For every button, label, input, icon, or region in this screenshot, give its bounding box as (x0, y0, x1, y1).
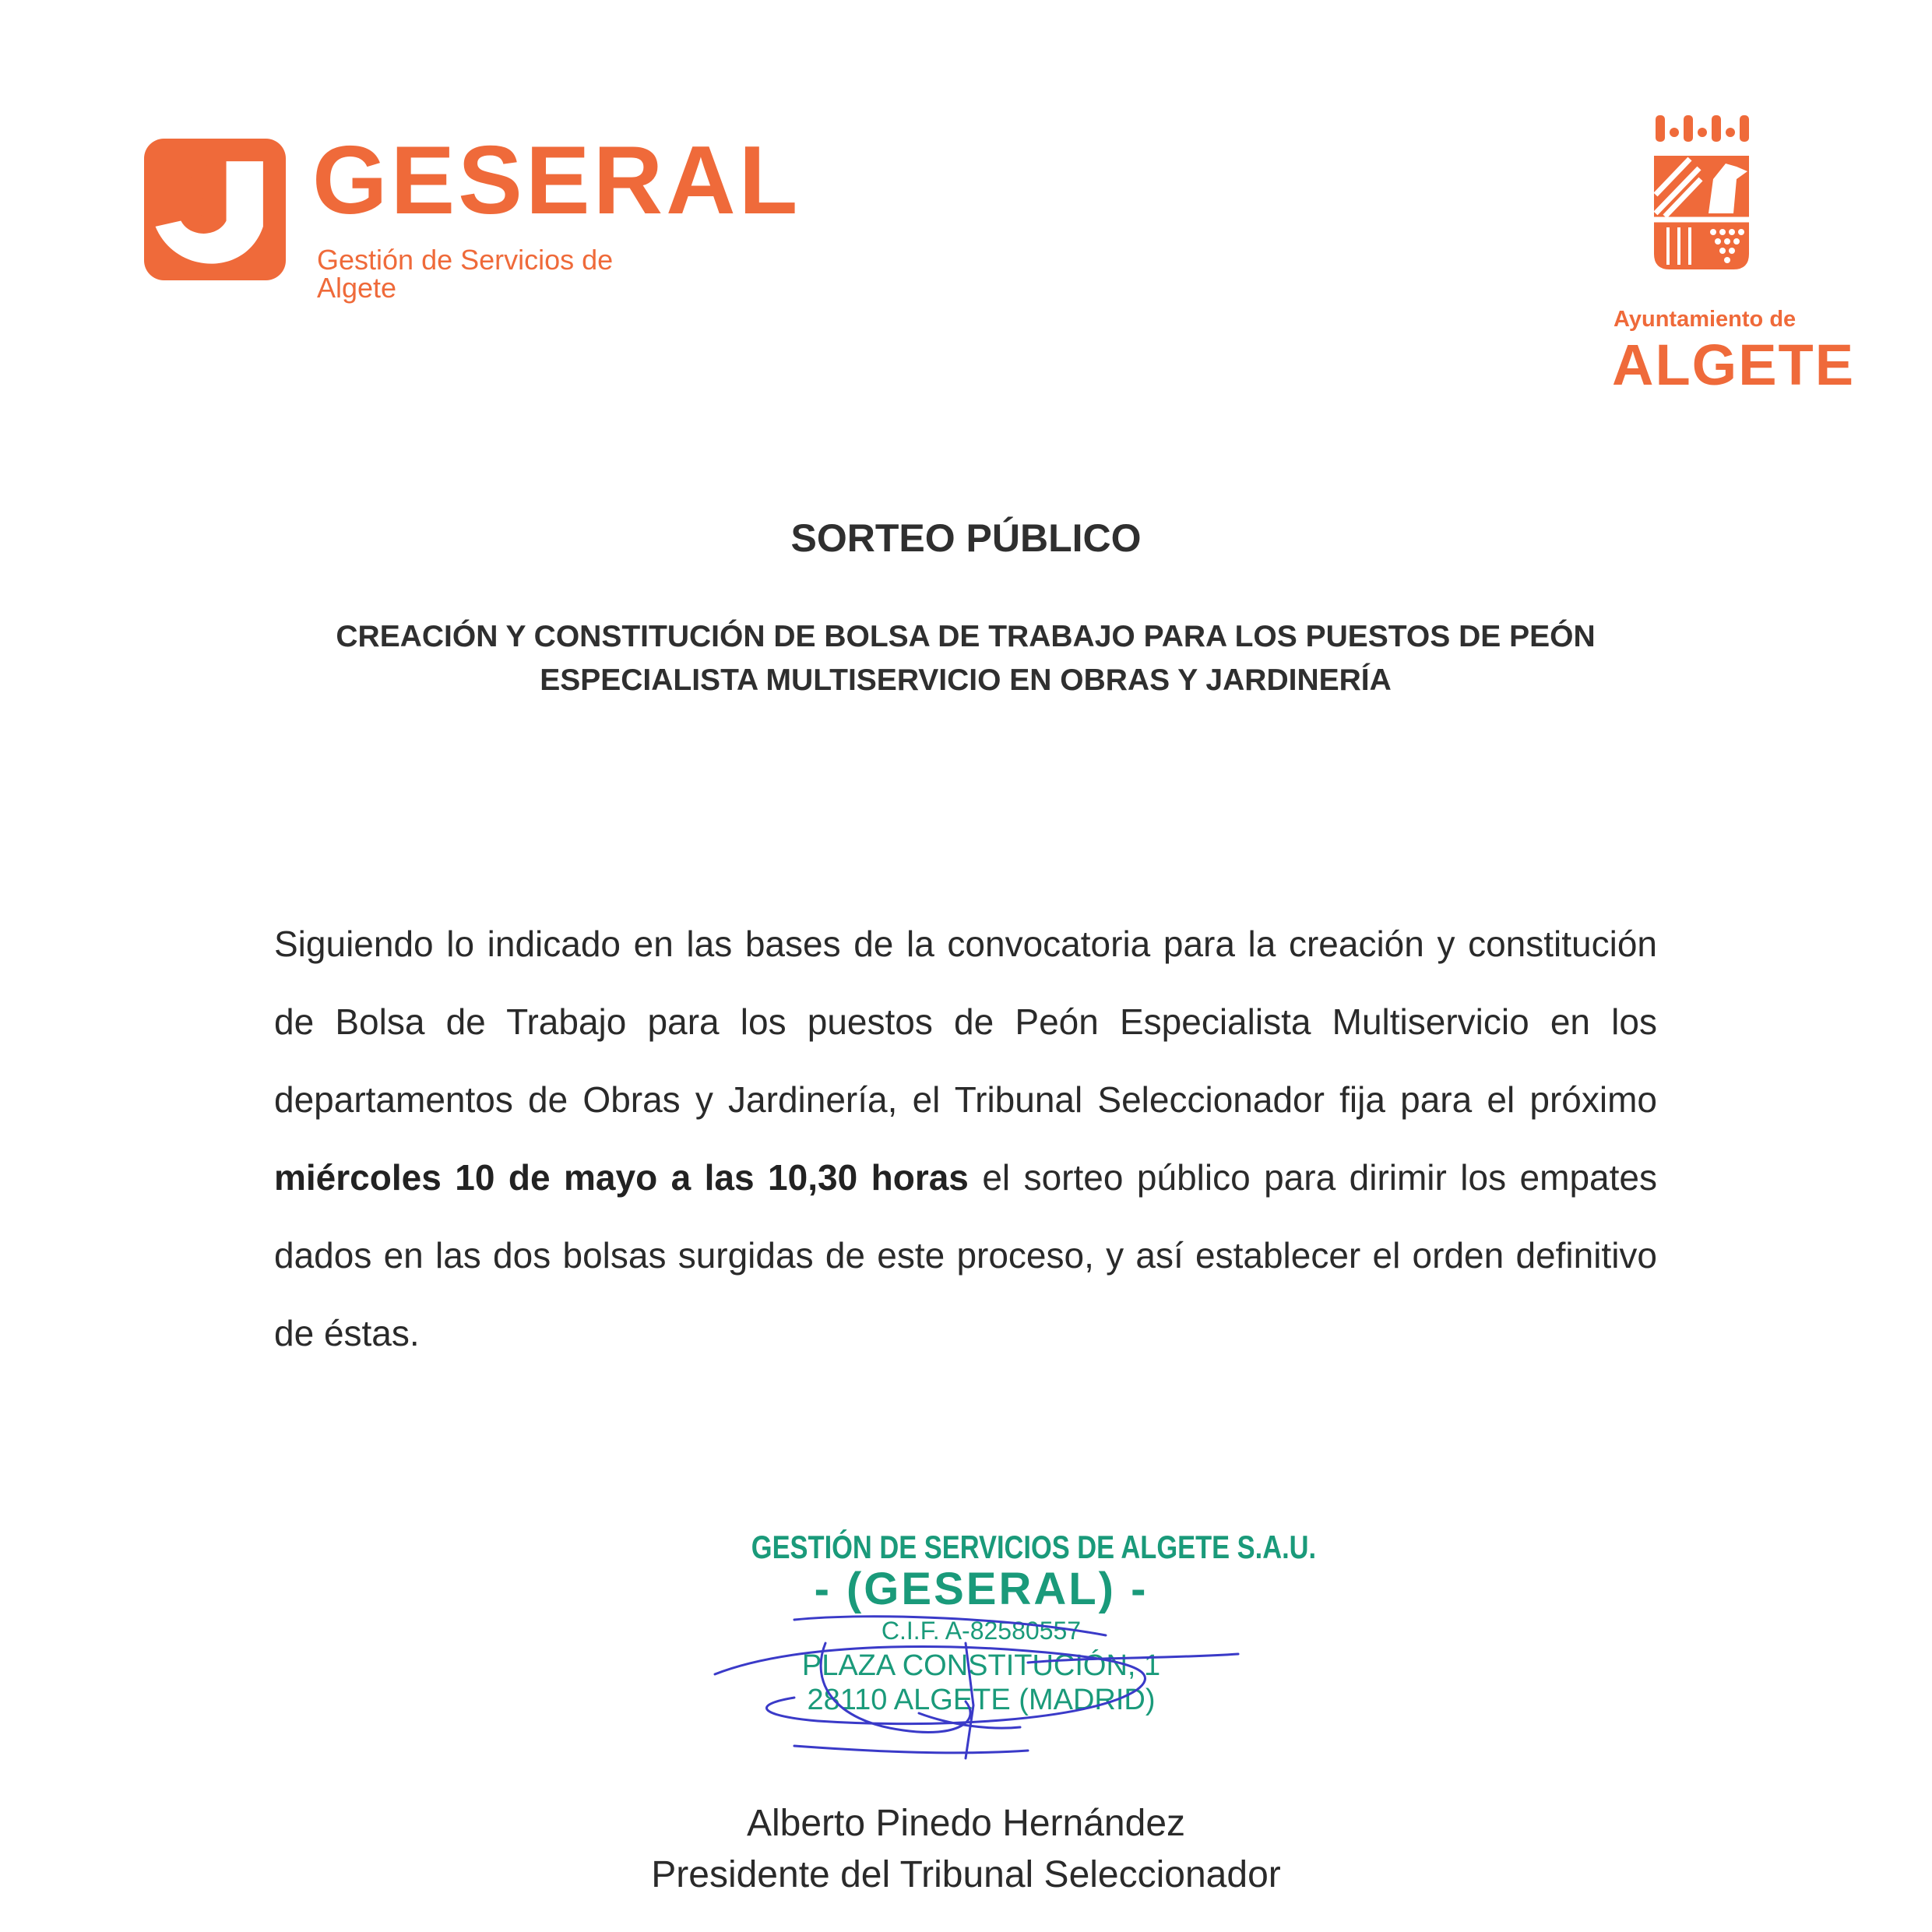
ayuntamiento-label: Ayuntamiento de (1614, 307, 1797, 332)
stamp-address: PLAZA CONSTITUCIÓN, 1 (801, 1649, 1161, 1682)
document-title: SORTEO PÚBLICO (790, 516, 1142, 560)
handwritten-signature (701, 1526, 1317, 1783)
stamp-company-name: GESTIÓN DE SERVICIOS DE ALGETE S.A.U. (751, 1529, 1317, 1565)
geseral-mark-icon (144, 139, 286, 280)
body-paragraph (274, 905, 1657, 1372)
stamp-city: 28110 ALGETE (MADRID) (807, 1684, 1156, 1716)
body-text-part1: Siguiendo lo indicado en las bases de la convocatoria para la creación y constitución de Bolsa de Trabajo para los puestos de Peón Especialista Multiservicio en los departamentos de Obras y Jardinería, el Tribunal Seleccionador fija para el próximo (274, 924, 1657, 1120)
signer-name: Alberto Pinedo Hernández (746, 1803, 1186, 1844)
ayuntamiento-logo (1589, 109, 1856, 397)
geseral-logo (144, 127, 801, 304)
body-text-part2: el sorteo público para dirimir los empates dados en las dos bolsas surgidas de este proceso, y así establecer el orden definitivo de éstas. (274, 1157, 1657, 1353)
signer-role: Presidente del Tribunal Seleccionador (651, 1854, 1281, 1895)
algete-label: ALGETE (1612, 333, 1856, 397)
body-date-highlight: miércoles 10 de mayo a las 10,30 horas (274, 1157, 969, 1198)
stamp-cif: C.I.F. A-82580557 (881, 1617, 1082, 1645)
geseral-name: GESERAL (312, 127, 801, 234)
stamp-acronym: - (GESERAL) - (814, 1564, 1149, 1614)
algete-coat-of-arms-icon (1651, 109, 1752, 274)
document-subtitle: CREACIÓN Y CONSTITUCIÓN DE BOLSA DE TRABAJO PARA LOS PUESTOS DE PEÓN ESPECIALISTA MULTISERVICIO EN OBRAS Y JARDINERÍA (336, 620, 1596, 697)
geseral-tagline: Gestión de Servicios de Algete (317, 244, 614, 304)
